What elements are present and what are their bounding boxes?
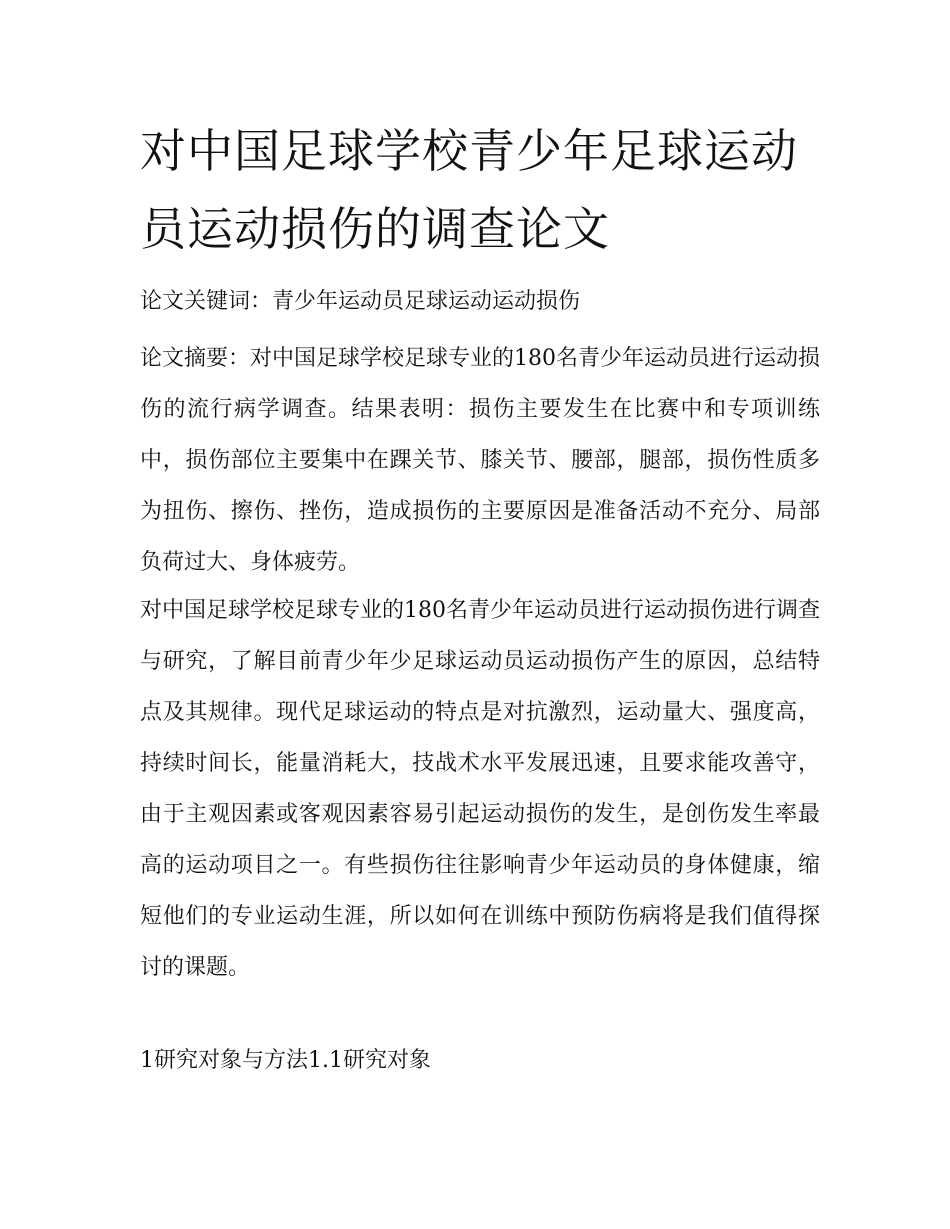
abstract-paragraph: 论文摘要：对中国足球学校足球专业的180名青少年运动员进行运动损伤的流行病学调查。结果表明：损伤主要发生在比赛中和专项训练中，损伤部位主要集中在踝关节、膝关节、腰部，腿部，损伤性质多为扭伤、擦伤、挫伤，造成损伤的主要原因是准备活动不充分、局部负荷过大、身体疲劳。 bbox=[140, 346, 820, 575]
section-heading: 1研究对象与方法1.1研究对象 bbox=[140, 1048, 431, 1073]
document-title: 对中国足球学校青少年足球运动员运动损伤的调查论文 bbox=[140, 124, 798, 256]
keywords-line: 论文关键词：青少年运动员足球运动运动损伤 bbox=[140, 289, 581, 314]
body-paragraph: 对中国足球学校足球专业的180名青少年运动员进行运动损伤进行调查与研究，了解目前青少年少足球运动员运动损伤产生的原因，总结特点及其规律。现代足球运动的特点是对抗激烈，运动量大、强度高，持续时间长，能量消耗大，技战术水平发展迅速，且要求能攻善守，由于主观因素或客观因素容易引起运动损伤的发生，是创伤发生率最高的运动项目之一。有些损伤往往影响青少年运动员的身体健康，缩短他们的专业运动生涯，所以如何在训练中预防伤病将是我们值得探讨的课题。 bbox=[140, 598, 820, 980]
